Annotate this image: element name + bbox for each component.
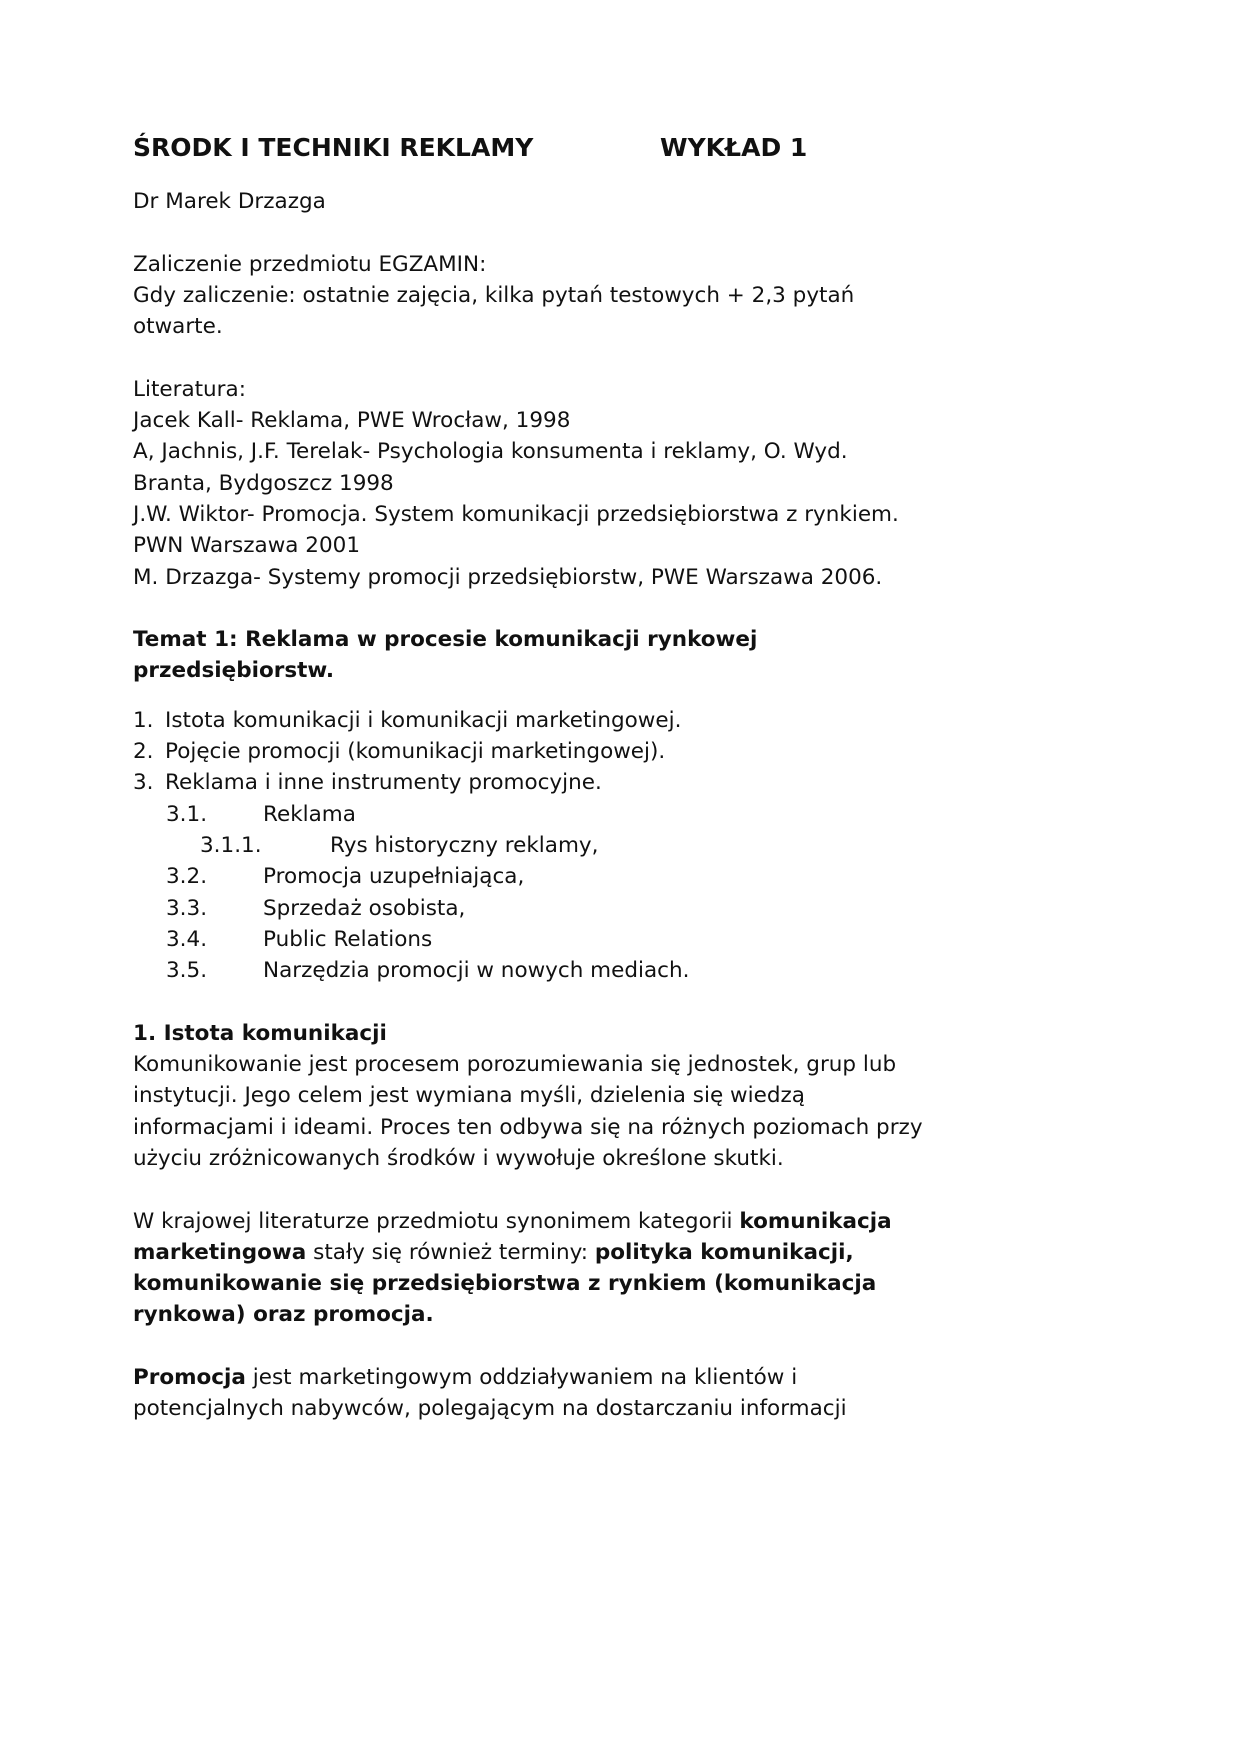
outline-number: 1. <box>133 707 154 733</box>
outline-text: Reklama i inne instrumenty promocyjne. <box>165 770 602 796</box>
exam-line: Zaliczenie przedmiotu EGZAMIN: <box>133 251 487 277</box>
outline-text: Promocja uzupełniająca, <box>263 864 525 890</box>
exam-line: otwarte. <box>133 314 223 340</box>
outline-number: 3.1. <box>166 801 208 827</box>
paragraph-line <box>133 1206 1133 1237</box>
literature-item: PWN Warszawa 2001 <box>133 533 361 559</box>
outline-item <box>133 955 1133 986</box>
section-heading: 1. Istota komunikacji <box>133 1020 387 1046</box>
literature-item: Branta, Bydgoszcz 1998 <box>133 470 394 496</box>
paragraph-line <box>133 1362 1133 1393</box>
outline-text: Pojęcie promocji (komunikacji marketingowej). <box>165 739 666 765</box>
outline-item <box>133 830 1133 861</box>
outline-text: Narzędzia promocji w nowych mediach. <box>263 958 690 984</box>
outline-number: 3. <box>133 770 154 796</box>
outline-number: 2. <box>133 739 154 765</box>
document-title: ŚRODK I TECHNIKI REKLAMY <box>133 133 534 162</box>
literature-item: A, Jachnis, J.F. Terelak- Psychologia konsumenta i reklamy, O. Wyd. <box>133 439 848 465</box>
paragraph-line: rynkowa) oraz promocja. <box>133 1302 434 1328</box>
bold-term: marketingowa <box>133 1239 307 1265</box>
outline-item <box>133 893 1133 924</box>
paragraph-line: użyciu zróżnicowanych środków i wywołuje określone skutki. <box>133 1145 784 1171</box>
paragraph-line: Komunikowanie jest procesem porozumiewania się jednostek, grup lub <box>133 1052 897 1078</box>
outline-number: 3.1.1. <box>200 832 262 858</box>
outline-text: Rys historyczny reklamy, <box>330 832 599 858</box>
text: jest marketingowym oddziaływaniem na klientów i <box>245 1364 798 1390</box>
outline-number: 3.3. <box>166 895 208 921</box>
paragraph-line: instytucji. Jego celem jest wymiana myśli, dzielenia się wiedzą <box>133 1083 805 1109</box>
outline-text: Public Relations <box>263 926 433 952</box>
topic-heading: Temat 1: Reklama w procesie komunikacji rynkowej <box>133 627 758 653</box>
author: Dr Marek Drzazga <box>133 189 326 214</box>
outline-item <box>133 705 1133 736</box>
outline-number: 3.5. <box>166 958 208 984</box>
outline-item <box>133 924 1133 955</box>
outline-text: Istota komunikacji i komunikacji marketingowej. <box>165 707 682 733</box>
literature-heading: Literatura: <box>133 376 246 402</box>
document-body <box>133 186 1133 1425</box>
outline-item <box>133 861 1133 892</box>
literature-item: J.W. Wiktor- Promocja. System komunikacji przedsiębiorstwa z rynkiem. <box>133 501 899 527</box>
paragraph-line: potencjalnych nabywców, polegającym na dostarczaniu informacji <box>133 1396 847 1422</box>
outline-number: 3.2. <box>166 864 208 890</box>
exam-line: Gdy zaliczenie: ostatnie zajęcia, kilka pytań testowych + 2,3 pytań <box>133 282 855 308</box>
outline-text: Reklama <box>263 801 356 827</box>
topic-heading: przedsiębiorstw. <box>133 658 335 684</box>
outline-text: Sprzedaż osobista, <box>263 895 466 921</box>
bold-term: komunikacja <box>739 1208 892 1234</box>
outline-item <box>133 767 1133 798</box>
bold-term: polityka komunikacji, <box>594 1239 854 1265</box>
literature-item: M. Drzazga- Systemy promocji przedsiębiorstw, PWE Warszawa 2006. <box>133 564 883 590</box>
outline-number: 3.4. <box>166 926 208 952</box>
paragraph-line: komunikowanie się przedsiębiorstwa z rynkiem (komunikacja <box>133 1271 877 1297</box>
bold-term: Promocja <box>133 1364 246 1390</box>
text: W krajowej literaturze przedmiotu synonimem kategorii <box>133 1208 740 1234</box>
literature-item: Jacek Kall- Reklama, PWE Wrocław, 1998 <box>133 408 571 434</box>
paragraph-line: informacjami i ideami. Proces ten odbywa się na różnych poziomach przy <box>133 1114 923 1140</box>
outline-item <box>133 736 1133 767</box>
outline-item <box>133 799 1133 830</box>
paragraph-line <box>133 1237 1133 1268</box>
text: stały się również terminy: <box>306 1239 595 1265</box>
lecture-number: WYKŁAD 1 <box>660 133 808 162</box>
